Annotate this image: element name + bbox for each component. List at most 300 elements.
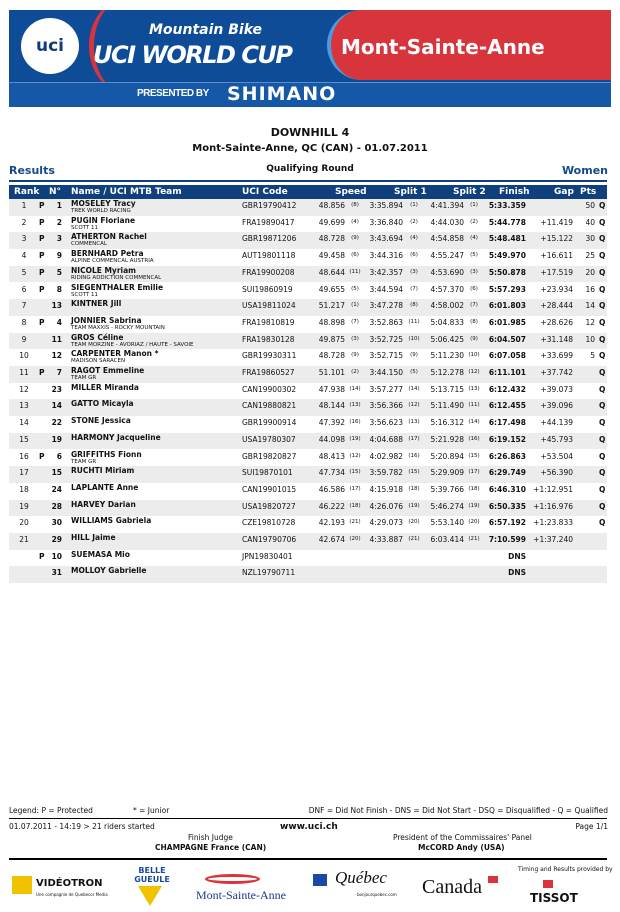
rank: 14: [19, 418, 29, 428]
speed: 42.674: [318, 535, 345, 544]
rank: 8: [21, 317, 27, 327]
rider-name: PUGIN Floriane: [71, 215, 136, 225]
speed: 48.413: [318, 451, 345, 461]
rider-name: MILLER Miranda: [71, 382, 139, 392]
points: 40: [585, 217, 595, 227]
split2-rank: (11): [468, 402, 480, 409]
speed-rank: (13): [349, 402, 361, 409]
event-banner: [9, 10, 611, 107]
team-name: SCOTT 11: [71, 224, 99, 231]
split2: 5:04.833: [430, 317, 464, 327]
gap: +31.148: [540, 334, 573, 344]
split2: 5:16.312: [430, 418, 464, 428]
gap: +15.122: [540, 234, 573, 244]
table-row: [9, 349, 607, 366]
qualified-flag: Q: [599, 468, 606, 478]
split1-rank: (9): [410, 352, 418, 359]
banner-venue: Mont-Sainte-Anne: [341, 35, 545, 59]
split1: 4:02.982: [369, 451, 403, 461]
uci-code: FRA19890417: [242, 217, 295, 227]
rank: 12: [19, 384, 29, 394]
col-rank: Rank: [14, 187, 40, 197]
split1: 4:15.918: [369, 484, 403, 494]
speed-rank: (5): [351, 285, 359, 292]
split2: 4:53.690: [430, 267, 464, 277]
finish-time: 6:01.985: [488, 317, 526, 327]
table-row: [9, 533, 607, 550]
uci-url[interactable]: www.uci.ch: [280, 822, 338, 832]
split1: 3:44.594: [369, 284, 403, 294]
speed: 46.586: [318, 484, 345, 494]
msa-logo: Mont-Sainte-Anne: [196, 888, 286, 902]
protected-flag: P: [39, 451, 45, 461]
col-pts: Pts: [580, 187, 597, 197]
split2: 4:57.370: [430, 284, 464, 294]
rank: 1: [21, 201, 27, 210]
finish-time: 6:12.432: [488, 384, 526, 394]
rider-name: RAGOT Emmeline: [71, 366, 145, 375]
col-speed: Speed: [335, 187, 367, 197]
gap: +53.504: [540, 451, 573, 461]
split1-rank: (17): [408, 435, 420, 442]
rank: 7: [21, 301, 27, 311]
points: 50: [585, 201, 595, 210]
team-name: TEAM GR: [71, 458, 97, 465]
finish-time: 6:26.863: [488, 451, 526, 461]
bib-number: 6: [56, 451, 62, 461]
split2: 4:44.030: [430, 217, 464, 227]
gap: +39.096: [540, 401, 573, 411]
split2-rank: (1): [470, 202, 478, 208]
table-row: [9, 500, 607, 517]
president-label: President of the Commissaires' Panel: [393, 833, 532, 842]
qualified-flag: Q: [599, 384, 606, 394]
points: 14: [585, 301, 595, 311]
split2-rank: (21): [468, 536, 480, 542]
rider-name: GATTO Micayla: [71, 399, 134, 409]
points: 25: [585, 251, 595, 261]
rank: 16: [19, 451, 29, 461]
bib-number: 19: [51, 434, 62, 444]
table-row: [9, 483, 607, 500]
split1: 4:04.688: [369, 434, 403, 444]
speed-rank: (12): [349, 452, 361, 459]
uci-code: GBR19790412: [242, 201, 297, 210]
rider-name: BERNHARD Petra: [71, 249, 144, 259]
bib-number: 31: [51, 568, 62, 578]
split1-rank: (13): [408, 419, 420, 426]
split1: 3:42.357: [369, 267, 403, 277]
qualified-flag: Q: [599, 201, 606, 210]
speed: 48.644: [318, 267, 345, 277]
table-row: [9, 433, 607, 450]
points: 5: [590, 351, 595, 361]
bib-number: 10: [51, 551, 62, 561]
col-no: N°: [49, 187, 62, 197]
tissot-icon: [543, 880, 553, 888]
speed: 48.728: [318, 351, 345, 361]
split1-rank: (7): [410, 285, 418, 292]
split2: 4:41.394: [430, 201, 464, 210]
finish-time: 5:48.481: [488, 234, 526, 244]
finish-time: 6:12.455: [488, 401, 526, 411]
split2: 5:06.425: [430, 334, 464, 344]
split1: 3:56.623: [369, 418, 403, 428]
qualified-flag: Q: [599, 234, 606, 244]
bib-number: 9: [56, 251, 62, 261]
bib-number: 2: [56, 217, 62, 227]
bib-number: 22: [51, 418, 62, 428]
team-name: MADISON SARACEN: [71, 358, 126, 365]
rider-name: SUEMASA Mio: [71, 549, 130, 559]
team-name: SCOTT 11: [71, 291, 99, 298]
split1-rank: (11): [408, 318, 420, 325]
split2-rank: (4): [470, 235, 478, 242]
split2-rank: (9): [470, 335, 478, 342]
category-label: Women: [561, 164, 608, 177]
bib-number: 24: [51, 484, 62, 494]
qualified-flag: Q: [599, 418, 606, 428]
rider-name: HARVEY Darian: [71, 499, 136, 509]
split1: 3:52.725: [369, 334, 403, 344]
speed-rank: (9): [351, 352, 359, 359]
speed-rank: (11): [349, 268, 361, 275]
qualified-flag: Q: [599, 351, 606, 361]
rank: 5: [21, 267, 27, 277]
qualified-flag: Q: [599, 518, 606, 528]
table-row: [9, 416, 607, 433]
protected-flag: P: [39, 217, 45, 227]
timing-label: Timing and Results provided by: [518, 866, 613, 873]
speed-rank: (3): [351, 335, 359, 342]
finish-time: 6:50.335: [488, 501, 526, 511]
table-row: [9, 566, 607, 583]
team-name: TEAM GR: [71, 375, 97, 381]
protected-flag: P: [39, 201, 45, 210]
qualified-flag: Q: [599, 401, 606, 411]
table-row: [9, 199, 607, 216]
split1-rank: (14): [408, 385, 420, 392]
speed: 47.392: [318, 418, 345, 428]
col-finish: Finish: [499, 187, 530, 197]
bib-number: 5: [56, 267, 62, 277]
qualified-flag: Q: [599, 251, 606, 261]
bib-number: 8: [56, 284, 62, 294]
uci-code: JPN19830401: [242, 551, 293, 561]
split2: 5:21.928: [430, 434, 464, 444]
split2-rank: (17): [468, 469, 480, 476]
qualified-flag: Q: [599, 217, 606, 227]
uci-code: USA19820727: [242, 501, 296, 511]
uci-logo: uci: [21, 18, 79, 74]
table-row: [9, 383, 607, 400]
uci-code: SUI19870101: [242, 468, 293, 478]
uci-code: FRA19900208: [242, 267, 295, 277]
speed-rank: (2): [351, 369, 359, 375]
rider-name: STONE Jessica: [71, 416, 131, 426]
split2: 4:58.002: [430, 301, 464, 311]
split1: 3:47.278: [369, 301, 403, 311]
split2: 4:54.858: [430, 234, 464, 244]
table-row: [9, 266, 607, 283]
qualified-flag: Q: [599, 451, 606, 461]
rank: 4: [21, 251, 27, 261]
uci-code: FRA19830128: [242, 334, 295, 344]
qualified-flag: Q: [599, 501, 606, 511]
split2-rank: (18): [468, 485, 480, 492]
col-code: UCI Code: [242, 187, 288, 197]
split1-rank: (5): [410, 369, 418, 375]
split2-rank: (8): [470, 318, 478, 325]
finish-time: 5:57.293: [488, 284, 526, 294]
split1: 3:35.894: [369, 201, 403, 210]
speed: 48.144: [318, 401, 345, 411]
split2-rank: (10): [468, 352, 480, 359]
judge-name: CHAMPAGNE France (CAN): [155, 843, 267, 852]
bib-number: 15: [51, 468, 62, 478]
gap: +45.793: [540, 434, 573, 444]
table-row: [9, 516, 607, 533]
finish-time: 6:07.058: [488, 351, 526, 361]
bib-number: 13: [51, 301, 62, 311]
uci-code: AUT19801118: [242, 251, 296, 261]
finish-time: 5:50.878: [488, 267, 526, 277]
uci-code: USA19811024: [242, 301, 296, 311]
protected-flag: P: [39, 267, 45, 277]
banner-line2: UCI WORLD CUP: [93, 41, 292, 69]
speed-rank: (9): [351, 235, 359, 242]
points: 30: [585, 234, 595, 244]
speed-rank: (21): [349, 519, 361, 526]
split1: 3:52.715: [369, 351, 403, 361]
team-name: TREK WORLD RACING: [71, 208, 131, 214]
table-row: [9, 283, 607, 300]
table-row: [9, 216, 607, 233]
gap: +1:23.833: [533, 518, 573, 528]
speed: 48.856: [318, 201, 345, 210]
finish-time: DNS: [508, 568, 526, 578]
split2-rank: (15): [468, 452, 480, 459]
gap: +1:16.976: [533, 501, 573, 511]
table-row: [9, 299, 607, 316]
finish-time: 6:17.498: [488, 418, 526, 428]
qualified-flag: Q: [599, 334, 606, 344]
speed-rank: (7): [351, 318, 359, 325]
points: 20: [585, 267, 595, 277]
uci-code: NZL19790711: [242, 568, 296, 578]
gap: +33.699: [540, 351, 573, 361]
split1: 3:44.316: [369, 251, 403, 261]
split1: 3:43.694: [369, 234, 403, 244]
rider-name: HILL Jaime: [71, 533, 116, 542]
gap: +11.419: [540, 217, 573, 227]
team-name: RIDING ADDICTION COMMENCAL: [71, 274, 162, 281]
protected-flag: P: [39, 368, 45, 377]
finish-time: 5:44.778: [488, 217, 526, 227]
split1: 4:29.073: [369, 518, 403, 528]
split1-rank: (15): [408, 469, 420, 476]
split1: 3:56.366: [369, 401, 403, 411]
split2-rank: (5): [470, 252, 478, 259]
team-name: TEAM MORZINE - AVORIAZ / HAUTE - SAVOIE: [71, 341, 194, 348]
split2-rank: (6): [470, 285, 478, 292]
protected-flag: P: [39, 317, 45, 327]
split2-rank: (3): [470, 268, 478, 275]
split1: 3:44.150: [369, 368, 403, 377]
bib-number: 28: [51, 501, 62, 511]
rider-name: LAPLANTE Anne: [71, 482, 139, 492]
qualified-flag: Q: [599, 267, 606, 277]
rank: 2: [21, 217, 27, 227]
legend-status: DNF = Did Not Finish - DNS = Did Not Start - DSQ = Disqualified - Q = Qualified: [308, 806, 608, 815]
rank: 19: [19, 501, 29, 511]
rank: 17: [19, 468, 29, 478]
rank: 13: [19, 401, 29, 411]
table-row: [9, 333, 607, 350]
qualified-flag: Q: [599, 484, 606, 494]
gap: +1:12.951: [533, 484, 573, 494]
uci-code: GBR19871206: [242, 234, 297, 244]
page-number: Page 1/1: [575, 822, 608, 831]
qualified-flag: Q: [599, 317, 606, 327]
split2: 5:39.766: [430, 484, 464, 494]
split1-rank: (12): [408, 402, 420, 409]
speed-rank: (14): [349, 385, 361, 392]
bib-number: 7: [56, 368, 62, 377]
split2: 4:55.247: [430, 251, 464, 261]
split1-rank: (16): [408, 452, 420, 459]
msa-swoosh-icon: [205, 874, 260, 884]
rank: 3: [21, 234, 27, 244]
table-row: [9, 450, 607, 467]
rider-name: ATHERTON Rachel: [71, 232, 147, 242]
split2: 5:12.278: [430, 368, 464, 377]
points: 16: [585, 284, 595, 294]
gap: +28.626: [540, 317, 573, 327]
gap: +39.073: [540, 384, 573, 394]
finish-time: DNS: [508, 551, 526, 561]
split1-rank: (19): [408, 502, 420, 509]
rider-name: JONNIER Sabrina: [71, 315, 142, 325]
videotron-logo: VIDÉOTRON: [36, 878, 103, 889]
bib-number: 11: [51, 334, 62, 344]
protected-flag: P: [39, 551, 45, 561]
finish-time: 6:11.101: [488, 368, 526, 377]
speed: 51.217: [318, 301, 345, 311]
bib-number: 29: [51, 535, 62, 544]
rider-name: HARMONY Jacqueline: [71, 432, 161, 442]
quebec-sub: bonjourquebec.com: [357, 892, 397, 897]
gap: +17.519: [540, 267, 573, 277]
speed: 49.458: [318, 251, 345, 261]
speed: 42.193: [318, 518, 345, 528]
table-row: [9, 232, 607, 249]
speed: 48.728: [318, 234, 345, 244]
speed-rank: (8): [351, 202, 359, 208]
rank: 18: [19, 484, 29, 494]
col-split2: Split 2: [453, 187, 486, 197]
gap: +28.444: [540, 301, 573, 311]
split1-rank: (21): [408, 536, 420, 542]
split1-rank: (2): [410, 218, 418, 225]
uci-code: FRA19860527: [242, 368, 295, 377]
speed-rank: (19): [349, 435, 361, 442]
finish-time: 5:49.970: [488, 251, 526, 261]
split1-rank: (18): [408, 485, 420, 492]
speed: 48.898: [318, 317, 345, 327]
rider-name: RUCHTI Miriam: [71, 466, 135, 476]
table-row: [9, 316, 607, 333]
split2-rank: (20): [468, 519, 480, 526]
points: 12: [585, 317, 595, 327]
uci-code: USA19780307: [242, 434, 296, 444]
finish-time: 6:57.192: [488, 518, 526, 528]
rider-name: SIEGENTHALER Emilie: [71, 282, 164, 292]
split1-rank: (8): [410, 302, 418, 309]
rider-name: GROS Céline: [71, 332, 124, 342]
uci-code: CAN19880821: [242, 401, 297, 411]
finish-time: 6:04.507: [488, 334, 526, 344]
points: 10: [585, 334, 595, 344]
gap: +44.139: [540, 418, 573, 428]
speed-rank: (17): [349, 485, 361, 492]
canada-logo: Canada: [422, 876, 482, 898]
table-header: [9, 185, 607, 199]
bib-number: 12: [51, 351, 62, 361]
split1: 3:52.863: [369, 317, 403, 327]
speed: 51.101: [318, 368, 345, 377]
rank: 10: [19, 351, 29, 361]
bib-number: 1: [56, 201, 62, 210]
speed-rank: (18): [349, 502, 361, 509]
split1-rank: (3): [410, 268, 418, 275]
rank: 21: [19, 535, 29, 544]
event-subtitle: Mont-Sainte-Anne, QC (CAN) - 01.07.2011: [192, 143, 428, 154]
split1: 4:33.887: [369, 535, 403, 544]
split2-rank: (16): [468, 435, 480, 442]
split2: 5:29.909: [430, 468, 464, 478]
finish-time: 7:10.599: [488, 535, 526, 544]
bib-number: 23: [51, 384, 62, 394]
uci-code: GBR19900914: [242, 418, 297, 428]
split1-rank: (10): [408, 335, 420, 342]
gap: +1:37.240: [533, 535, 573, 544]
president-name: McCORD Andy (USA): [418, 843, 505, 852]
finish-time: 6:19.152: [488, 434, 526, 444]
gap: +37.742: [540, 368, 573, 377]
team-name: ALPINE COMMENCAL AUSTRIA: [71, 258, 154, 265]
split2: 5:46.274: [430, 501, 464, 511]
gap: +23.934: [540, 284, 573, 294]
legend-protected: Legend: P = Protected: [9, 806, 93, 815]
bib-number: 3: [56, 234, 62, 244]
split1-rank: (1): [410, 202, 418, 208]
event-title: DOWNHILL 4: [270, 126, 350, 139]
speed: 47.734: [318, 468, 345, 478]
split2: 5:11.490: [430, 401, 464, 411]
split2: 5:11.230: [430, 351, 464, 361]
split2-rank: (7): [470, 302, 478, 309]
split2: 6:03.414: [430, 535, 464, 544]
qualified-flag: Q: [599, 284, 606, 294]
banner-presented: PRESENTED BY: [137, 88, 209, 99]
banner-line1: Mountain Bike: [149, 22, 263, 38]
canada-flag-icon: [488, 876, 498, 883]
uci-code: CZE19810728: [242, 518, 296, 528]
rank: 6: [21, 284, 27, 294]
split2-rank: (13): [468, 385, 480, 392]
protected-flag: P: [39, 251, 45, 261]
